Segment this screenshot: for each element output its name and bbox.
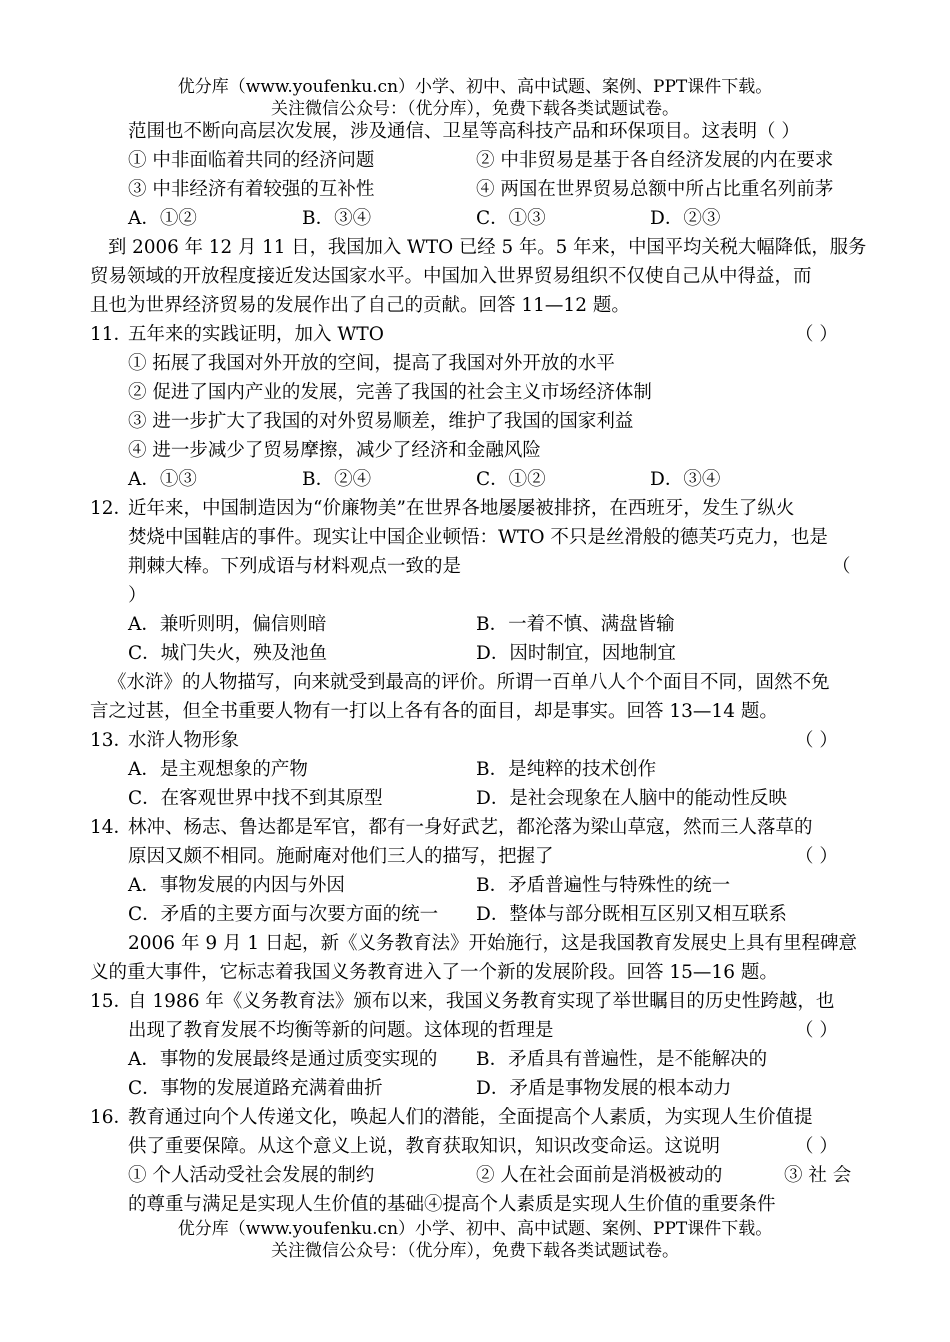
- q16-option-2: ② 人在社会面前是消极被动的: [476, 1165, 723, 1186]
- passage-1-line-2: 贸易领域的开放程度接近发达国家水平。中国加入世界贸易组织不仅使自己从中得益，而: [90, 266, 812, 287]
- q11-option-3: ③ 进一步扩大了我国的对外贸易顺差，维护了我国的国家利益: [128, 411, 634, 432]
- q13-number: 13．: [90, 730, 133, 751]
- q14-stem-line-1: 林冲、杨志、鲁达都是军官，都有一身好武艺，都沦落为梁山草寇，然而三人落草的: [128, 817, 813, 838]
- q10-option-1: ① 中非面临着共同的经济问题: [128, 150, 375, 171]
- q15-choice-a: A．事物的发展最终是通过质变实现的: [128, 1049, 438, 1070]
- q10-choice-d: D．②③: [650, 208, 721, 229]
- q12-answer-blank-open: （: [832, 556, 851, 577]
- q10-stem-continuation: 范围也不断向高层次发展，涉及通信、卫星等高科技产品和环保项目。这表明（ ）: [128, 121, 800, 142]
- q15-stem-line-1: 自 1986 年《义务教育法》颁布以来，我国义务教育实现了举世瞩目的历史性跨越，也: [128, 991, 835, 1012]
- q11-option-4: ④ 进一步减少了贸易摩擦，减少了经济和金融风险: [128, 440, 541, 461]
- q14-answer-blank: （ ）: [795, 846, 838, 867]
- q10-choice-a: A．①②: [128, 208, 197, 229]
- q13-stem: 水浒人物形象: [128, 730, 240, 751]
- q11-option-2: ② 促进了国内产业的发展，完善了我国的社会主义市场经济体制: [128, 382, 652, 403]
- q16-answer-blank: （ ）: [795, 1136, 838, 1157]
- q10-choice-c: C．①③: [476, 208, 546, 229]
- q12-stem-line-2: 焚烧中国鞋店的事件。现实让中国企业顿悟：WTO 不只是丝滑般的德芙巧克力，也是: [128, 527, 828, 548]
- q12-stem-line-3: 荆棘大棒。下列成语与材料观点一致的是: [128, 556, 462, 577]
- q10-option-4: ④ 两国在世界贸易总额中所占比重名列前茅: [476, 179, 834, 200]
- q14-choice-a: A．事物发展的内因与外因: [128, 875, 345, 896]
- q16-option-1: ① 个人活动受社会发展的制约: [128, 1165, 375, 1186]
- q14-choice-c: C．矛盾的主要方面与次要方面的统一: [128, 904, 439, 925]
- q11-answer-blank: （ ）: [795, 324, 838, 345]
- passage-1-line-1: 到 2006 年 12 月 11 日，我国加入 WTO 已经 5 年。5 年来，中国平均关税大幅降低，服务: [108, 237, 867, 258]
- q12-number: 12．: [90, 498, 133, 519]
- q15-choice-b: B．矛盾具有普遍性，是不能解决的: [476, 1049, 768, 1070]
- passage-3-line-2: 义的重大事件，它标志着我国义务教育进入了一个新的发展阶段。回答 15—16 题。: [90, 962, 778, 983]
- q15-answer-blank: （ ）: [795, 1020, 838, 1041]
- header-line-2: 关注微信公众号：（优分库），免费下载各类试题试卷。: [271, 99, 679, 119]
- q16-option-3-4-line: 的尊重与满足是实现人生价值的基础④提高个人素质是实现人生价值的重要条件: [128, 1194, 776, 1215]
- q12-choice-b: B．一着不慎、满盘皆输: [476, 614, 675, 635]
- q11-choice-b: B．②④: [302, 469, 372, 490]
- q12-choice-d: D．因时制宜，因地制宜: [476, 643, 676, 664]
- q15-choice-c: C．事物的发展道路充满着曲折: [128, 1078, 383, 1099]
- q13-choice-c: C．在客观世界中找不到其原型: [128, 788, 383, 809]
- q13-choice-a: A．是主观想象的产物: [128, 759, 308, 780]
- passage-3-line-1: 2006 年 9 月 1 日起，新《义务教育法》开始施行，这是我国教育发展史上具有里程碑意: [128, 933, 858, 954]
- q16-option-3-start: ③ 社 会: [784, 1165, 852, 1186]
- q14-choice-b: B．矛盾普遍性与特殊性的统一: [476, 875, 731, 896]
- q11-choice-a: A．①③: [128, 469, 197, 490]
- q12-stem-line-1: 近年来，中国制造因为“价廉物美”在世界各地屡屡被排挤，在西班牙，发生了纵火: [128, 498, 795, 519]
- q10-option-2: ② 中非贸易是基于各自经济发展的内在要求: [476, 150, 834, 171]
- q10-option-3: ③ 中非经济有着较强的互补性: [128, 179, 375, 200]
- q11-stem: 五年来的实践证明，加入 WTO: [128, 324, 384, 345]
- q11-choice-d: D．③④: [650, 469, 721, 490]
- q14-number: 14．: [90, 817, 133, 838]
- q13-choice-b: B．是纯粹的技术创作: [476, 759, 657, 780]
- q13-answer-blank: （ ）: [795, 730, 838, 751]
- footer-line-1: 优分库（www.youfenku.cn）小学、初中、高中试题、案例、PPT课件下载。: [177, 1219, 773, 1239]
- q11-option-1: ① 拓展了我国对外开放的空间，提高了我国对外开放的水平: [128, 353, 615, 374]
- q14-choice-d: D．整体与部分既相互区别又相互联系: [476, 904, 787, 925]
- q16-number: 16．: [90, 1107, 133, 1128]
- q15-choice-d: D．矛盾是事物发展的根本动力: [476, 1078, 732, 1099]
- q12-choice-c: C．城门失火，殃及池鱼: [128, 643, 328, 664]
- q15-number: 15．: [90, 991, 133, 1012]
- footer-line-2: 关注微信公众号：（优分库），免费下载各类试题试卷。: [271, 1241, 679, 1261]
- q13-choice-d: D．是社会现象在人脑中的能动性反映: [476, 788, 787, 809]
- q16-stem-line-2: 供了重要保障。从这个意义上说，教育获取知识，知识改变命运。这说明: [128, 1136, 721, 1157]
- q11-choice-c: C．①②: [476, 469, 546, 490]
- q12-choice-a: A．兼听则明，偏信则暗: [128, 614, 327, 635]
- q10-choice-b: B．③④: [302, 208, 372, 229]
- q16-stem-line-1: 教育通过向个人传递文化，唤起人们的潜能，全面提高个人素质，为实现人生价值提: [128, 1107, 813, 1128]
- q14-stem-line-2: 原因又颇不相同。施耐庵对他们三人的描写，把握了: [128, 846, 554, 867]
- q15-stem-line-2: 出现了教育发展不均衡等新的问题。这体现的哲理是: [128, 1020, 554, 1041]
- passage-2-line-1: 《水浒》的人物描写，向来就受到最高的评价。所谓一百单八人个个面目不同，固然不免: [108, 672, 830, 693]
- q11-number: 11．: [90, 324, 133, 345]
- header-line-1: 优分库（www.youfenku.cn）小学、初中、高中试题、案例、PPT课件下载。: [177, 77, 773, 97]
- q12-answer-blank-close: ）: [128, 585, 147, 606]
- passage-2-line-2: 言之过甚，但全书重要人物有一打以上各有各的面目，却是事实。回答 13—14 题。: [90, 701, 778, 722]
- passage-1-line-3: 且也为世界经济贸易的发展作出了自己的贡献。回答 11—12 题。: [90, 295, 630, 316]
